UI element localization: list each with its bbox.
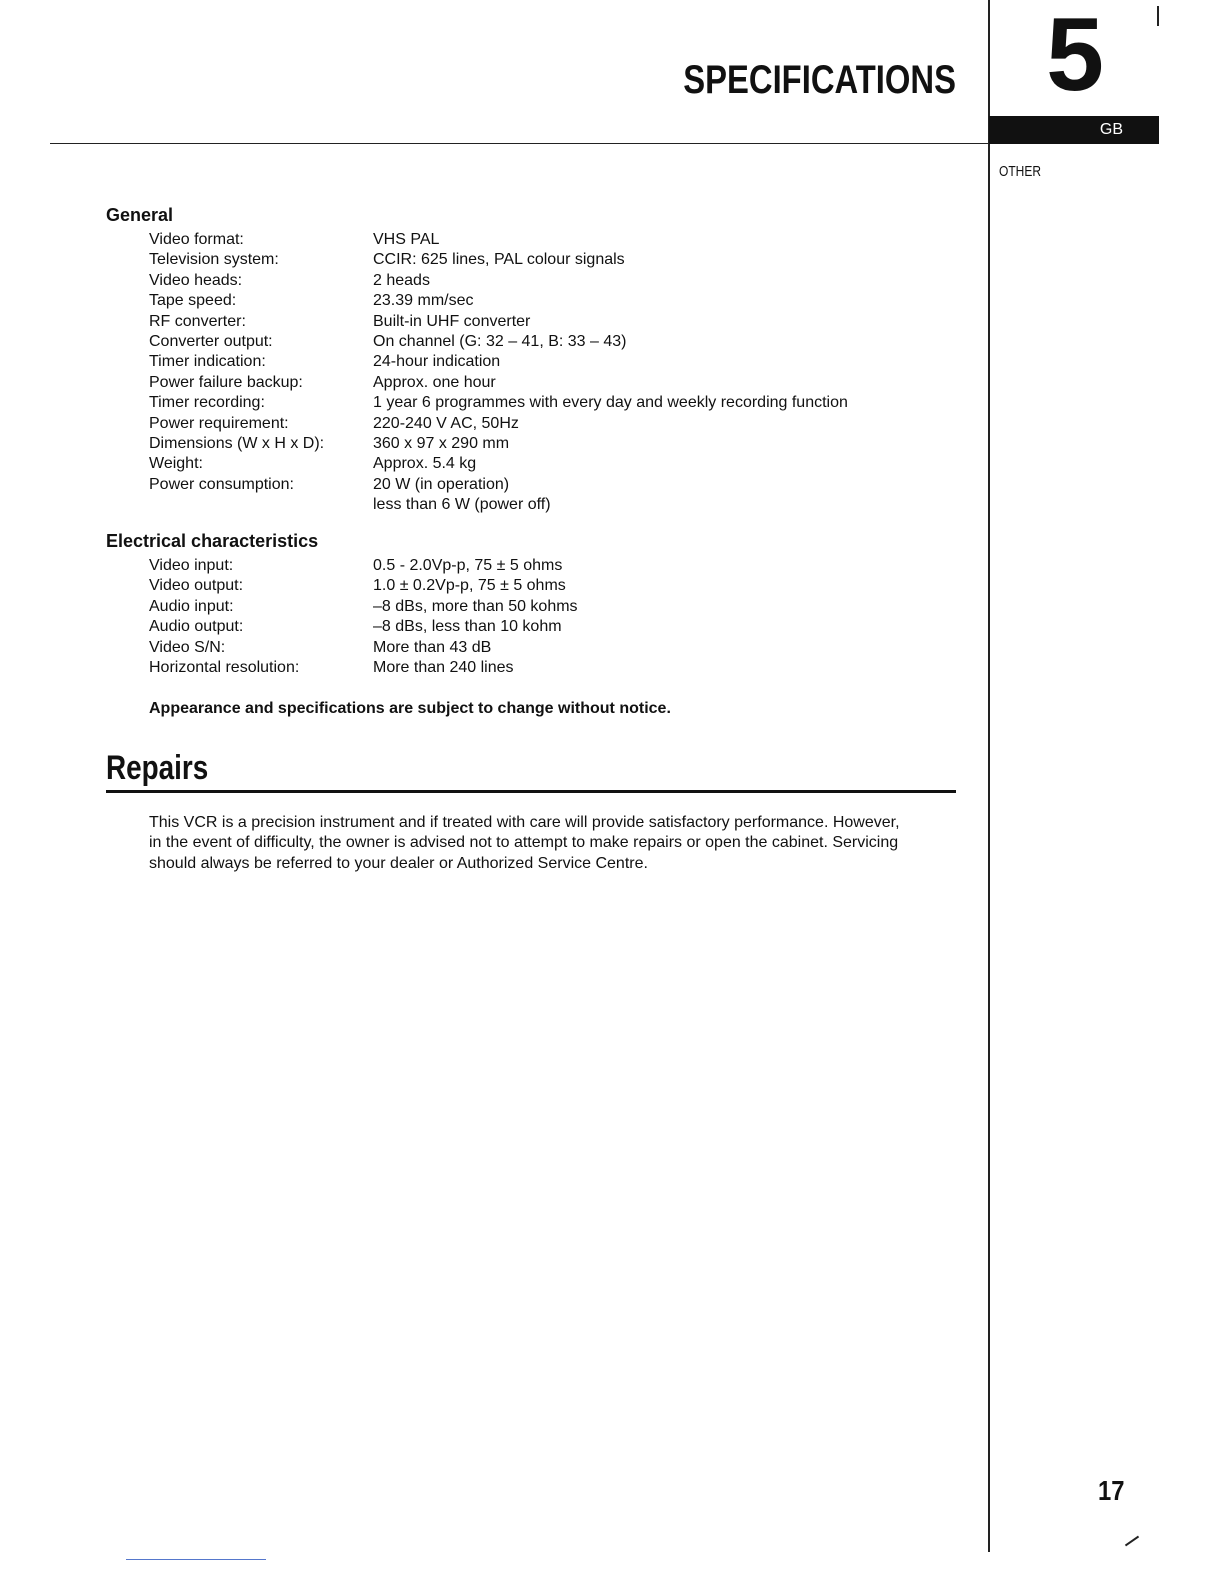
spec-value: Approx. one hour xyxy=(373,373,496,391)
repairs-divider xyxy=(106,790,956,793)
spec-row xyxy=(149,638,969,658)
spec-label: Tape speed: xyxy=(149,292,237,310)
page-number: 17 xyxy=(1098,1475,1125,1506)
page-title: SPECIFICATIONS xyxy=(683,58,956,102)
spec-value: CCIR: 625 lines, PAL colour signals xyxy=(373,251,625,269)
spec-label: Video S/N: xyxy=(149,638,226,656)
spec-value: Built-in UHF converter xyxy=(373,312,531,330)
spec-row xyxy=(149,312,969,332)
spec-row xyxy=(149,414,969,434)
spec-label: Video input: xyxy=(149,557,234,574)
spec-value: –8 dBs, less than 10 kohm xyxy=(373,618,562,636)
spec-value: More than 43 dB xyxy=(373,638,492,656)
spec-label: Television system: xyxy=(149,251,279,269)
spec-row xyxy=(149,373,969,393)
spec-label: Video format: xyxy=(149,231,244,248)
spec-row xyxy=(149,475,969,495)
general-spec-list xyxy=(149,230,969,515)
chapter-number: 5 xyxy=(1046,0,1104,113)
spec-row xyxy=(149,556,969,576)
spec-row xyxy=(149,352,969,372)
spec-label: Video heads: xyxy=(149,271,243,289)
spec-row xyxy=(149,617,969,637)
spec-value: 1.0 ± 0.2Vp-p, 75 ± 5 ohms xyxy=(373,577,566,595)
general-heading: General xyxy=(106,205,174,225)
spec-row xyxy=(149,597,969,617)
electrical-spec-list xyxy=(149,556,969,678)
spec-value: less than 6 W (power off) xyxy=(373,496,551,514)
spec-value: VHS PAL xyxy=(373,231,440,248)
repairs-line: This VCR is a precision instrument and if treated with care will provide satisfactory performance. However, xyxy=(149,814,900,831)
spec-row xyxy=(149,393,969,413)
spec-value: More than 240 lines xyxy=(373,658,514,676)
spec-value: On channel (G: 32 – 41, B: 33 – 43) xyxy=(373,332,627,350)
spec-label: Dimensions (W x H x D): xyxy=(149,434,325,452)
spec-value: 2 heads xyxy=(373,271,430,289)
spec-value: –8 dBs, more than 50 kohms xyxy=(373,597,578,615)
spec-value: 20 W (in operation) xyxy=(373,475,510,493)
notice-text: Appearance and specifications are subject to change without notice. xyxy=(149,700,671,717)
spec-row xyxy=(149,495,969,515)
spec-label: Horizontal resolution: xyxy=(149,658,300,676)
spec-label: Weight: xyxy=(149,455,203,473)
repairs-line: in the event of difficulty, the owner is advised not to attempt to make repairs or open the cabinet. Servicing xyxy=(149,834,899,852)
repairs-heading: Repairs xyxy=(106,749,209,787)
check-mark-icon xyxy=(1125,1536,1139,1547)
spec-label: Timer recording: xyxy=(149,394,265,412)
tab-mark xyxy=(1157,6,1159,26)
spec-value: 360 x 97 x 290 mm xyxy=(373,434,510,452)
spec-label: Power consumption: xyxy=(149,475,294,493)
spec-label: Audio input: xyxy=(149,597,234,615)
spec-value: 24-hour indication xyxy=(373,353,501,371)
spec-label: Video output: xyxy=(149,577,244,595)
spec-row xyxy=(149,230,969,250)
spec-row xyxy=(149,250,969,270)
spec-row xyxy=(149,332,969,352)
header-divider xyxy=(50,143,989,144)
spec-row xyxy=(149,291,969,311)
spec-value: 1 year 6 programmes with every day and weekly recording function xyxy=(373,394,848,412)
spec-label: Power failure backup: xyxy=(149,373,303,391)
spec-row xyxy=(149,658,969,678)
spec-label: Audio output: xyxy=(149,618,244,636)
margin-divider xyxy=(988,0,990,1552)
spec-row xyxy=(149,576,969,596)
section-side-label: OTHER xyxy=(999,163,1041,180)
spec-value: 0.5 - 2.0Vp-p, 75 ± 5 ohms xyxy=(373,557,563,574)
electrical-heading: Electrical characteristics xyxy=(106,531,319,551)
spec-row xyxy=(149,271,969,291)
spec-label xyxy=(149,495,373,515)
spec-value: Approx. 5.4 kg xyxy=(373,455,477,473)
spec-row xyxy=(149,454,969,474)
spec-label: Power requirement: xyxy=(149,414,289,432)
spec-row xyxy=(149,434,969,454)
spec-label: RF converter: xyxy=(149,312,246,330)
spec-value: 23.39 mm/sec xyxy=(373,292,474,310)
repairs-paragraph xyxy=(149,813,949,874)
footer-underline xyxy=(126,1559,266,1560)
spec-label: Converter output: xyxy=(149,332,273,350)
language-tab xyxy=(989,116,1159,144)
spec-label: Timer indication: xyxy=(149,353,266,371)
spec-value: 220-240 V AC, 50Hz xyxy=(373,414,519,432)
language-label: GB xyxy=(1099,121,1123,138)
repairs-line: should always be referred to your dealer or Authorized Service Centre. xyxy=(149,854,648,872)
